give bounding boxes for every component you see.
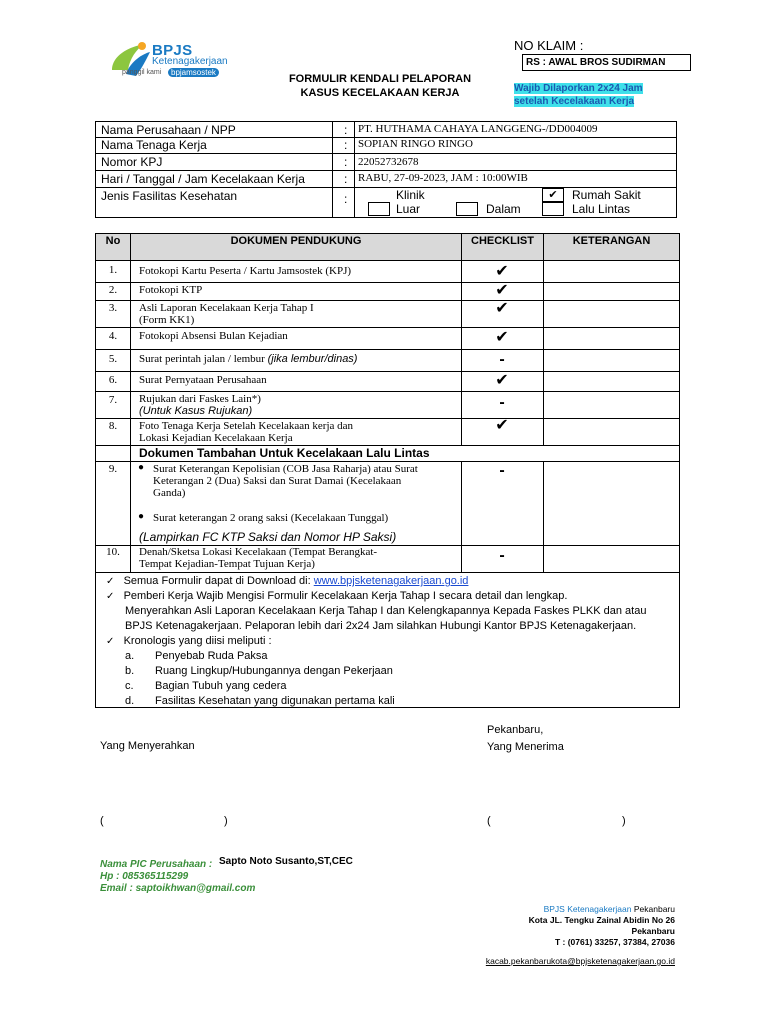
yang-menerima-label: Yang Menerima	[487, 741, 564, 753]
check-icon: ✔	[495, 298, 509, 317]
klinik-dalam-label: Dalam	[486, 202, 521, 216]
note-item: ✓ Kronologis yang diisi meliputi :	[106, 635, 272, 647]
note-item: ✓ Semua Formulir dapat di Download di: www.bpjsketenagakerjaan.go.id	[106, 575, 469, 587]
title-line1: FORMULIR KENDALI PELAPORAN	[288, 73, 472, 85]
pic-hp: Hp : 085365115299	[100, 871, 189, 882]
item9-bullet1: Surat Keterangan Kepolisian (COB Jasa Raharja) atau Surat Keterangan 2 (Dua) Saksi dan Surat Damai (Kecelakaan Ganda)	[153, 463, 418, 499]
note-line: BPJS Ketenagakerjaan. Pelaporan lebih dari 2x24 Jam silahkan Hubungi Kantor BPJS Ketenagakerjaan.	[125, 620, 637, 632]
note-item: ✓ Pemberi Kerja Wajib Mengisi Formulir Kecelakaan Kerja Tahap I secara detail dan lengkap.	[106, 590, 568, 602]
wajib-notice	[514, 82, 643, 108]
info-colon: :	[344, 192, 348, 206]
notes-block	[106, 574, 646, 709]
info-divider	[332, 122, 333, 217]
wajib-line1: Wajib Dilaporkan 2x24 Jam	[514, 83, 643, 94]
doc-no: 1.	[108, 264, 118, 276]
doc-no: 8.	[108, 420, 118, 432]
doc-no: 4.	[108, 330, 118, 342]
header-keterangan: KETERANGAN	[544, 234, 679, 260]
yang-menyerahkan-label: Yang Menyerahkan	[100, 740, 195, 752]
item9-note: (Lampirkan FC KTP Saksi dan Nomor HP Saksi)	[139, 530, 397, 544]
bullet-icon: ●	[138, 511, 145, 522]
info-colon: :	[344, 155, 348, 169]
pic-name: Sapto Noto Susanto,ST,CEC	[219, 856, 353, 867]
rumah-sakit-lalu-lintas-checkbox[interactable]	[542, 202, 564, 216]
wajib-line2: setelah Kecelakaan Kerja	[514, 96, 635, 107]
check-icon: ✔	[495, 370, 509, 389]
doc-no: 6.	[108, 374, 118, 386]
tanggal-kecelakaan-value: RABU, 27-09-2023, JAM : 10:00WIB	[358, 172, 528, 184]
tambahan-title: Dokumen Tambahan Untuk Kecelakaan Lalu Lintas	[139, 446, 430, 460]
rumah-sakit-checkbox[interactable]: ✔	[542, 188, 564, 202]
klinik-luar-label: Klinik Luar	[396, 188, 425, 216]
signature-paren: (	[487, 815, 491, 827]
no-klaim-label: NO KLAIM :	[514, 38, 584, 53]
doc-label: Surat Pernyataan Perusahaan	[139, 374, 267, 386]
dokumen-table	[95, 233, 680, 708]
info-colon: :	[344, 123, 348, 137]
nama-tenaga-kerja-value: SOPIAN RINGO RINGO	[358, 138, 473, 150]
info-label: Nomor KPJ	[101, 155, 163, 169]
kronologis-item: a. Penyebab Ruda Paksa	[125, 650, 268, 662]
nama-perusahaan-value: PT. HUTHAMA CAHAYA LANGGENG-/DD004009	[358, 123, 598, 135]
doc-label: Foto Tenaga Kerja Setelah Kecelakaan kerja dan Lokasi Kejadian Kecelakaan Kerja	[139, 420, 354, 444]
doc-label: Fotokopi KTP	[139, 284, 203, 296]
doc-label: Fotokopi Kartu Peserta / Kartu Jamsostek (KPJ)	[139, 265, 352, 277]
info-colon: :	[344, 138, 348, 152]
info-colon: :	[344, 172, 348, 186]
footer-address: BPJS Ketenagakerjaan Pekanbaru Kota JL. Tengku Zainal Abidin No 26 Pekanbaru T : (0761) 33257, 37384, 27036	[528, 904, 675, 947]
title-line2: KASUS KECELAKAAN KERJA	[300, 87, 460, 99]
city-label: Pekanbaru,	[487, 724, 544, 736]
check-icon: ✔	[495, 261, 509, 280]
header-no: No	[96, 234, 130, 260]
dash-mark: -	[499, 547, 505, 564]
pic-label: Nama PIC Perusahaan :	[100, 859, 213, 870]
rumah-sakit-label: Rumah Sakit Lalu Lintas	[572, 188, 641, 216]
doc-label: Denah/Sketsa Lokasi Kecelakaan (Tempat Berangkat- Tempat Kejadian-Tempat Tujuan Kerja)	[139, 546, 378, 570]
info-label: Nama Tenaga Kerja	[101, 138, 207, 152]
bullet-icon: ●	[138, 462, 145, 473]
doc-no: 2.	[108, 284, 118, 296]
signature-paren: (	[100, 815, 104, 827]
doc-no: 7.	[108, 394, 118, 406]
check-icon: ✓	[106, 576, 115, 587]
info-table	[95, 121, 677, 218]
header-checklist: CHECKLIST	[462, 234, 543, 260]
page-title	[270, 72, 490, 100]
doc-label: Rujukan dari Faskes Lain*) (Untuk Kasus Rujukan)	[139, 393, 261, 417]
check-icon: ✔	[495, 280, 509, 299]
brand-sub: Ketenagakerjaan	[152, 56, 228, 67]
signature-paren: )	[622, 815, 626, 827]
item9-bullet2: Surat keterangan 2 orang saksi (Kecelakaan Tunggal)	[153, 512, 389, 524]
dash-mark: -	[499, 394, 505, 411]
doc-label: Fotokopi Absensi Bulan Kejadian	[139, 330, 288, 342]
info-label: Hari / Tanggal / Jam Kecelakaan Kerja	[101, 172, 305, 186]
brand-tagline: panggil kami	[122, 69, 162, 76]
kronologis-item: b. Ruang Lingkup/Hubungannya dengan Pekerjaan	[125, 665, 393, 677]
doc-no: 9.	[108, 463, 118, 475]
doc-no: 10.	[106, 546, 120, 558]
kronologis-item: d. Fasilitas Kesehatan yang digunakan pertama kali	[125, 695, 395, 707]
doc-no: 5.	[108, 353, 118, 365]
download-link[interactable]: www.bpjsketenagakerjaan.go.id	[313, 575, 469, 587]
klinik-dalam-checkbox[interactable]	[456, 202, 478, 216]
info-label: Jenis Fasilitas Kesehatan	[101, 189, 238, 203]
rs-value-box: RS : AWAL BROS SUDIRMAN	[522, 54, 691, 71]
nomor-kpj-value: 22052732678	[358, 156, 419, 168]
pic-email: Email : saptoikhwan@gmail.com	[100, 883, 256, 894]
footer-email-link[interactable]: kacab.pekanbarukota@bpjsketenagakerjaan.go.id	[485, 956, 675, 966]
info-divider	[354, 122, 355, 217]
check-icon: ✔	[495, 327, 509, 346]
note-line: Menyerahkan Asli Laporan Kecelakaan Kerja Tahap I dan Kelengkapannya Kepada Faskes PLKK dan atau	[125, 605, 647, 617]
brand-name: BPJS	[152, 42, 193, 59]
dash-mark: -	[499, 462, 505, 479]
doc-label: Surat perintah jalan / lembur (jika lembur/dinas)	[139, 353, 358, 365]
check-icon: ✓	[106, 636, 115, 647]
kronologis-item: c. Bagian Tubuh yang cedera	[125, 680, 287, 692]
klinik-luar-checkbox[interactable]	[368, 202, 390, 216]
check-icon: ✔	[495, 415, 509, 434]
info-label: Nama Perusahaan / NPP	[101, 123, 236, 137]
doc-no: 3.	[108, 302, 118, 314]
brand-tagline-badge: bpjamsostek	[168, 68, 219, 77]
header-dokumen: DOKUMEN PENDUKUNG	[131, 234, 461, 260]
doc-label: Asli Laporan Kecelakaan Kerja Tahap I (Form KK1)	[139, 302, 314, 326]
check-icon: ✓	[106, 591, 115, 602]
dash-mark: -	[499, 351, 505, 368]
signature-paren: )	[224, 815, 228, 827]
